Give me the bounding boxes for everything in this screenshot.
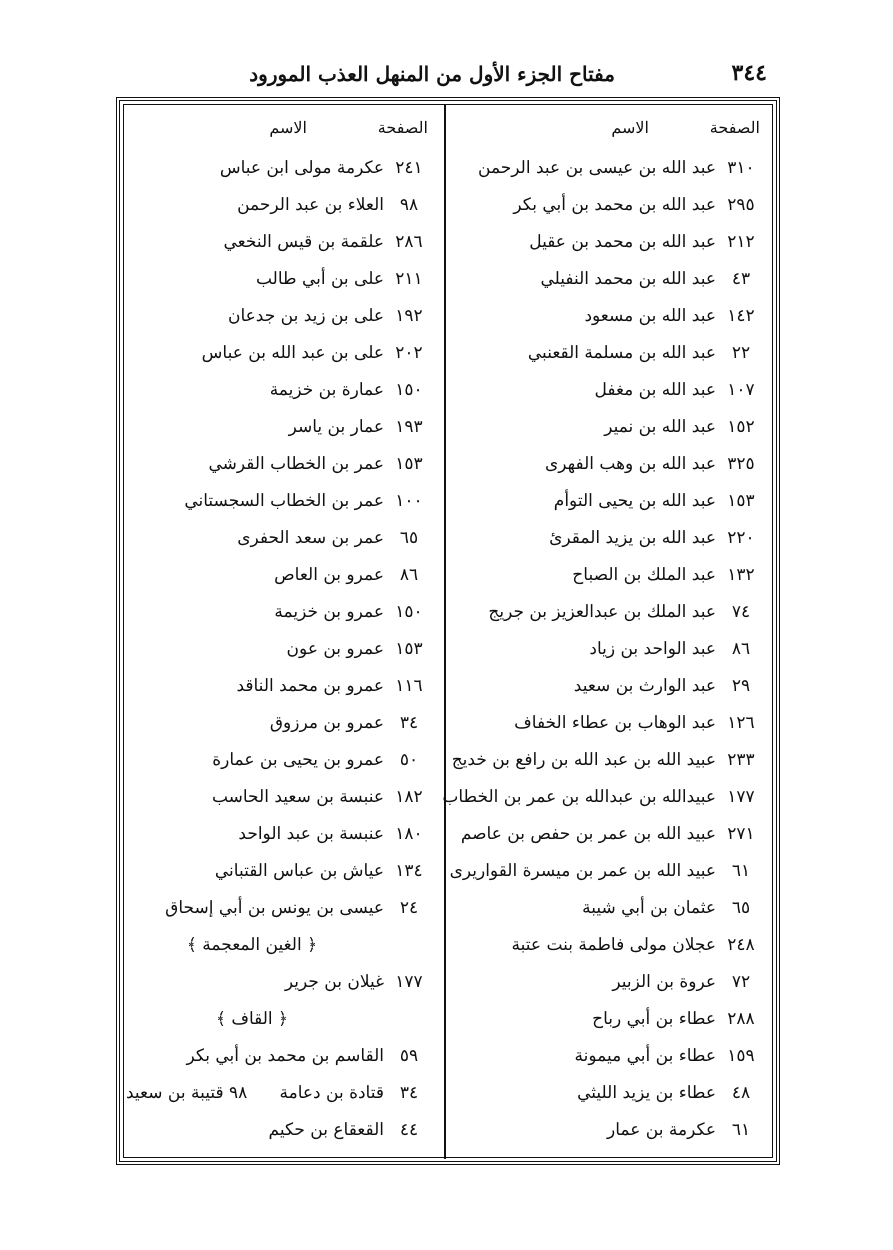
entry-page-number: ١٣٤ (395, 861, 423, 881)
entry-name: عبد الله بن يحيى التوأم (553, 491, 716, 511)
entry-name: عبد الوارث بن سعيد (573, 676, 716, 696)
index-entry (122, 631, 442, 668)
index-entry (122, 779, 442, 816)
entry-name: القعقاع بن حكيم (268, 1120, 384, 1140)
index-entry (448, 705, 774, 742)
entry-page-number: ١٧٧ (395, 972, 423, 992)
entry-page-number: ٥٠ (399, 750, 419, 770)
entry-name: عجلان مولى فاطمة بنت عتبة (511, 935, 716, 955)
index-entry (122, 1112, 442, 1149)
entry-name: عمرو بن محمد الناقد (236, 676, 384, 696)
entry-page-number: ٢٩ (731, 676, 751, 696)
entry-page-number: ٢٢ (731, 343, 751, 363)
index-entry (122, 520, 442, 557)
index-entry (448, 1112, 774, 1149)
index-entry (448, 520, 774, 557)
index-entry (448, 890, 774, 927)
section-heading-qaf: ﴿ القاف ﴾ (215, 1009, 289, 1029)
index-entry (448, 261, 774, 298)
entry-name: عطاء بن يزيد الليثي (577, 1083, 716, 1103)
index-entry (448, 631, 774, 668)
index-entry (448, 298, 774, 335)
entry-page-number: ١٩٣ (395, 417, 423, 437)
entry-name: عروة بن الزبير (612, 972, 716, 992)
entry-name: عياش بن عباس القتباني (214, 861, 384, 881)
name-column-label: الاسم (611, 118, 649, 137)
entry-page-number: ١٨٢ (395, 787, 423, 807)
entry-page-number: ٢٨٨ (727, 1009, 755, 1029)
index-entry (448, 816, 774, 853)
entry-page-number: ٢٨٦ (395, 232, 423, 252)
entry-name: عطاء بن أبي ميمونة (574, 1046, 716, 1066)
index-entry (122, 964, 442, 1001)
entry-name: عمر بن سعد الحفرى (237, 528, 384, 548)
index-entry (448, 668, 774, 705)
entry-name: عبيد الله بن عمر بن حفص بن عاصم (460, 824, 716, 844)
name-column-label: الاسم (269, 118, 307, 137)
page-number: ٣٤٤ (731, 60, 767, 86)
section-heading-ghain: ﴿ الغين المعجمة ﴾ (186, 935, 318, 955)
entry-name: على بن أبي طالب (255, 269, 384, 289)
index-entry (448, 372, 774, 409)
index-entry (122, 483, 442, 520)
entry-name: عبد الله بن عيسى بن عبد الرحمن (478, 158, 716, 178)
entry-page-number: ٢٤١ (395, 158, 423, 178)
entry-name: عبد الله بن نمير (604, 417, 716, 437)
index-entry (448, 1075, 774, 1112)
entry-name: عبد الله بن محمد بن عقيل (529, 232, 716, 252)
index-entry (122, 409, 442, 446)
entry-page-number: ٨٦ (731, 639, 751, 659)
index-entry (122, 742, 442, 779)
entry-page-number: ٩٨ (399, 195, 419, 215)
column-header (448, 104, 774, 150)
entry-name: عمر بن الخطاب القرشي (208, 454, 384, 474)
right-column (442, 104, 774, 1159)
entry-name: عمارة بن خزيمة (269, 380, 384, 400)
entry-name: عكرمة بن عمار (607, 1120, 716, 1140)
entry-name: عنبسة بن سعيد الحاسب (211, 787, 384, 807)
entry-page-number: ٧٤ (731, 602, 751, 622)
page-header (120, 56, 775, 96)
index-list (122, 150, 442, 927)
index-entry (448, 150, 774, 187)
index-entry (122, 1038, 442, 1075)
entry-page-number: ١٩٢ (395, 306, 423, 326)
index-entry (122, 150, 442, 187)
index-entry (122, 335, 442, 372)
entry-name: عمرو بن عون (286, 639, 384, 659)
index-entry (448, 187, 774, 224)
entry-page-number: ٤٨ (731, 1083, 751, 1103)
entry-page-number: ١٤٢ (727, 306, 755, 326)
entry-page-number: ١٥٩ (727, 1046, 755, 1066)
column-header (122, 104, 442, 150)
entry-page-number: ٢٤٨ (727, 935, 755, 955)
index-entry (122, 853, 442, 890)
index-entry (122, 261, 442, 298)
index-entry (448, 483, 774, 520)
entry-name: عطاء بن أبي رباح (592, 1009, 716, 1029)
entry-name: على بن عبد الله بن عباس (201, 343, 384, 363)
index-entry (122, 446, 442, 483)
entry-name: عبد الله بن مسعود (584, 306, 716, 326)
entry-name: عبد الله بن وهب الفهرى (544, 454, 716, 474)
entry-page-number: ١٥٣ (395, 454, 423, 474)
entry-extra: ٩٨ قتيبة بن سعيد (126, 1083, 248, 1103)
entry-page-number: ٢٢٠ (727, 528, 755, 548)
entry-name: عبد الملك بن الصباح (572, 565, 716, 585)
entry-page-number: ٣٤ (399, 1083, 419, 1103)
entry-page-number: ٧٢ (731, 972, 751, 992)
entry-page-number: ١٢٦ (727, 713, 755, 733)
entry-page-number: ٢٩٥ (727, 195, 755, 215)
entry-name: عمرو بن يحيى بن عمارة (212, 750, 384, 770)
entry-name: عبد الوهاب بن عطاء الخفاف (514, 713, 716, 733)
entry-page-number: ١٥٠ (395, 602, 423, 622)
left-column (122, 104, 442, 1159)
entry-name: عمرو بن مرزوق (269, 713, 384, 733)
index-entry (448, 1038, 774, 1075)
entry-page-number: ٢٣٣ (727, 750, 755, 770)
entry-name: عبد الله بن محمد بن أبي بكر (513, 195, 716, 215)
entry-page-number: ١٠٧ (727, 380, 755, 400)
entry-name: عبد الله بن يزيد المقرئ (549, 528, 716, 548)
index-entry (442, 779, 774, 816)
entry-name: عيسى بن يونس بن أبي إسحاق (165, 898, 384, 918)
entry-page-number: ٢٧١ (727, 824, 755, 844)
entry-page-number: ٦٥ (731, 898, 751, 918)
index-list (122, 1038, 442, 1149)
entry-name: على بن زيد بن جدعان (227, 306, 384, 326)
index-entry (448, 409, 774, 446)
index-entry (448, 594, 774, 631)
index-entry (122, 1075, 442, 1112)
index-entry (122, 594, 442, 631)
index-entry (122, 298, 442, 335)
entry-page-number: ٤٣ (731, 269, 751, 289)
index-entry (448, 927, 774, 964)
entry-page-number: ١٧٧ (727, 787, 755, 807)
entry-name: عثمان بن أبي شيبة (582, 898, 716, 918)
index-entry (122, 668, 442, 705)
index-entry (122, 224, 442, 261)
entry-name: العلاء بن عبد الرحمن (237, 195, 384, 215)
entry-page-number: ١٥٢ (727, 417, 755, 437)
index-entry (448, 446, 774, 483)
index-entry (448, 224, 774, 261)
entry-page-number: ٦١ (731, 861, 751, 881)
entry-page-number: ٢١١ (395, 269, 423, 289)
entry-name: عمرو بن خزيمة (274, 602, 384, 622)
entry-name: علقمة بن قيس النخعي (223, 232, 384, 252)
entry-page-number: ٤٤ (399, 1120, 419, 1140)
entry-name: عبيدالله بن عبدالله بن عمر بن الخطاب (442, 787, 716, 807)
entry-name: القاسم بن محمد بن أبي بكر (186, 1046, 384, 1066)
index-entry (448, 557, 774, 594)
entry-name: عمرو بن العاص (274, 565, 384, 585)
index-entry (448, 335, 774, 372)
entry-page-number: ٢٤ (399, 898, 419, 918)
entry-page-number: ٣٤ (399, 713, 419, 733)
entry-name: عبد الله بن محمد النفيلي (540, 269, 716, 289)
entry-page-number: ٨٦ (399, 565, 419, 585)
entry-page-number: ١٠٠ (395, 491, 423, 511)
entry-page-number: ٣٢٥ (727, 454, 755, 474)
index-entry (448, 964, 774, 1001)
entry-name: قتادة بن دعامة (279, 1083, 384, 1103)
entry-name: عبد الله بن مسلمة القعنبي (527, 343, 716, 363)
running-title: مفتاح الجزء الأول من المنهل العذب المورود (249, 62, 615, 86)
entry-page-number: ٣١٠ (727, 158, 755, 178)
entry-page-number: ٢٠٢ (395, 343, 423, 363)
entry-page-number: ٦٥ (399, 528, 419, 548)
entry-page-number: ١٨٠ (395, 824, 423, 844)
index-entry (122, 187, 442, 224)
index-entry (448, 853, 774, 890)
index-entry (448, 1001, 774, 1038)
index-entry (448, 742, 774, 779)
entry-page-number: ٥٩ (399, 1046, 419, 1066)
page-column-label: الصفحة (709, 118, 760, 137)
index-entry (122, 890, 442, 927)
entry-page-number: ١١٦ (395, 676, 423, 696)
entry-name: عبيد الله بن عبد الله بن رافع بن خديج (451, 750, 716, 770)
index-list (442, 150, 774, 1149)
entry-page-number: ١٥٠ (395, 380, 423, 400)
index-entry (122, 816, 442, 853)
index-entry (122, 557, 442, 594)
entry-name: عبد الله بن مغفل (594, 380, 716, 400)
index-list (122, 964, 442, 1001)
entry-page-number: ١٥٣ (727, 491, 755, 511)
entry-name: عمار بن ياسر (288, 417, 384, 437)
index-entry (122, 705, 442, 742)
entry-page-number: ١٥٣ (395, 639, 423, 659)
entry-name: عنبسة بن عبد الواحد (238, 824, 384, 844)
page-column-label: الصفحة (377, 118, 428, 137)
index-entry (122, 372, 442, 409)
entry-page-number: ٦١ (731, 1120, 751, 1140)
entry-name: عبيد الله بن عمر بن ميسرة القواريرى (449, 861, 716, 881)
entry-name: عكرمة مولى ابن عباس (219, 158, 384, 178)
column-divider (444, 104, 446, 1159)
entry-page-number: ١٣٢ (727, 565, 755, 585)
entry-name: عمر بن الخطاب السجستاني (184, 491, 384, 511)
entry-name: عبد الواحد بن زياد (589, 639, 716, 659)
entry-page-number: ٢١٢ (727, 232, 755, 252)
entry-name: غيلان بن جرير (284, 972, 384, 992)
entry-name: عبد الملك بن عبدالعزيز بن جريج (488, 602, 716, 622)
